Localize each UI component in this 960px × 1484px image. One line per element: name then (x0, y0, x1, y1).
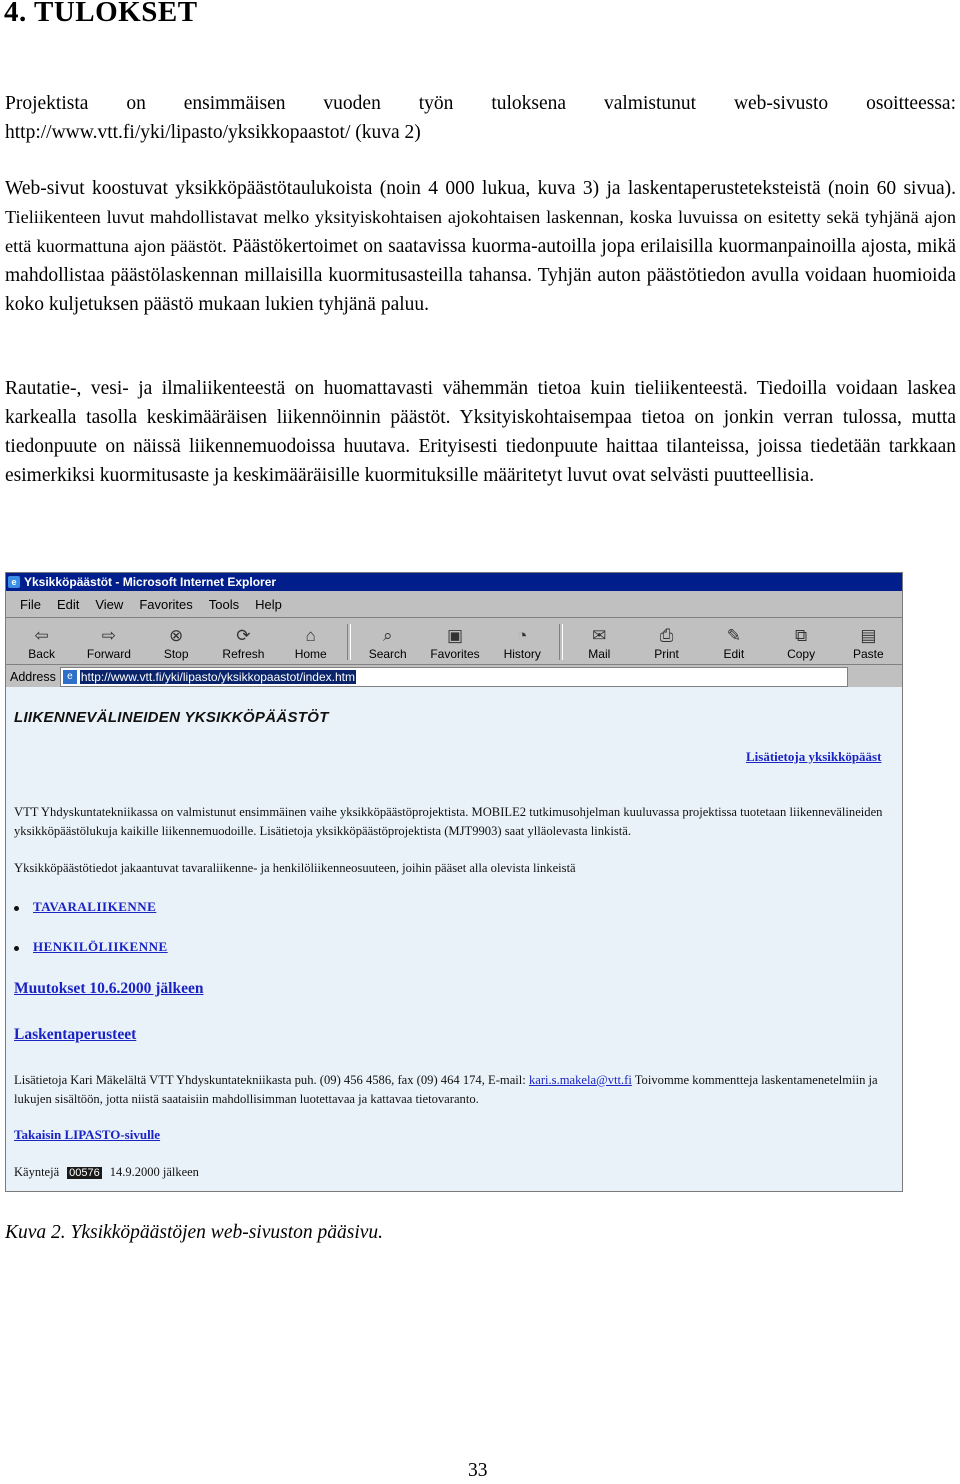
list-item (14, 939, 168, 955)
visits-count: 00576 (69, 1166, 100, 1179)
stop-label: Stop (163, 647, 189, 661)
stop-button[interactable] (143, 620, 210, 664)
history-icon: ◔ (517, 626, 528, 645)
bullet-icon (14, 906, 19, 911)
refresh-button[interactable] (210, 620, 277, 664)
copy-label: Copy (787, 647, 816, 661)
passenger-link[interactable]: HENKILÖLIIKENNE (33, 939, 168, 954)
history-button[interactable] (489, 620, 556, 664)
back-to-lipasto-link[interactable]: Takaisin LIPASTO-sivulle (14, 1127, 161, 1142)
visits-since: 14.9.2000 jälkeen (109, 1165, 199, 1179)
section-heading: 4. TULOKSET (4, 0, 198, 28)
history-label: History (503, 647, 541, 661)
paragraph-web-pages-part3: Päästökertoimet on saatavissa kuorma-autoilla jopa erilaisilla kuormanpainoilla ajosta, mikä mahdollistaa päästölaskennan millaisilla kuormitusasteilla tahansa. (5, 236, 956, 286)
print-icon: ⎙ (659, 626, 674, 645)
back-button[interactable] (8, 620, 75, 664)
paste-label: Paste (853, 647, 884, 661)
mail-label: Mail (588, 647, 611, 661)
mail-button[interactable] (566, 620, 633, 664)
print-label: Print (654, 647, 679, 661)
changes-link[interactable]: Muutokset 10.6.2000 jälkeen (14, 980, 204, 997)
paragraph-web-pages-part1: Web-sivut koostuvat yksikköpäästötaulukoista (noin 4 000 lukua, kuva 3) ja laskentaperusteteksteistä (noin 60 sivua). (5, 178, 956, 199)
favorites-button[interactable] (421, 620, 488, 664)
browser-titlebar (6, 573, 902, 591)
menu-help[interactable]: Help (255, 596, 282, 612)
webpage-title: LIIKENNEVÄLINEIDEN YKSIKKÖPÄÄSTÖT (14, 709, 329, 726)
paragraph-web-pages (5, 174, 956, 319)
toolbar-separator (559, 624, 563, 660)
back-label: Back (28, 647, 55, 661)
menu-tools[interactable]: Tools (208, 596, 240, 612)
window-title: Yksikköpäästöt - Microsoft Internet Explorer (24, 575, 277, 589)
figure-caption: Kuva 2. Yksikköpäästöjen web-sivuston pääsivu. (5, 1222, 384, 1243)
menu-file[interactable]: File (20, 596, 41, 612)
edit-icon: ✎ (726, 626, 741, 645)
bullet-icon (14, 946, 19, 951)
page-icon: e (63, 670, 77, 684)
visit-counter (14, 1165, 199, 1180)
browser-toolbar (6, 618, 902, 665)
edit-button[interactable] (700, 620, 767, 664)
home-label: Home (294, 647, 327, 661)
contact-text-end: Toivomme kommentteja laskentamenetelmiin ja lukujen sisältöön, jotta niistä saataisiin mahdollisimman luotettavaa ja kattavaa tietovaranto. (14, 1073, 878, 1106)
forward-button[interactable] (75, 620, 142, 664)
calculation-basis-link[interactable]: Laskentaperusteet (14, 1026, 137, 1043)
visits-label: Käyntejä (14, 1165, 60, 1179)
webpage-split-text: Yksikköpäästötiedot jakaantuvat tavaraliikenne- ja henkilöliikenneosuuteen, joihin pääset alla olevista linkeistä (14, 861, 576, 875)
search-label: Search (368, 647, 407, 661)
copy-icon: ⧉ (795, 626, 808, 645)
more-info-link[interactable]: Lisätietoja yksikköpääst (746, 749, 882, 764)
paste-icon: ▤ (860, 626, 877, 645)
refresh-icon: ⟳ (236, 626, 251, 645)
contact-text: Lisätietoja Kari Mäkelältä VTT Yhdyskuntatekniikasta puh. (09) 456 4586, fax (09) 464 174, E-mail: (14, 1073, 529, 1087)
home-icon: ⌂ (305, 626, 316, 645)
back-arrow-icon: ⇦ (34, 626, 49, 645)
page-number: 33 (468, 1460, 488, 1481)
refresh-label: Refresh (222, 647, 265, 661)
paragraph-web-pages-part4: Tyhjän auton päästötiedon avulla voidaan huomioida koko kuljetuksen päästö mukaan lukien tyhjänä paluu. (5, 265, 957, 315)
paragraph-web-pages-part2: Tieliikenteen luvut mahdollistavat melko yksityiskohtaisen ajokohtaisen laskennan, koska luvuissa on esitetty sekä tyhjänä ajon että kuormattuna ajon päästöt. (5, 207, 956, 256)
favorites-icon: ▣ (446, 626, 464, 645)
forward-arrow-icon: ⇨ (101, 626, 117, 645)
address-url: http://www.vtt.fi/yki/lipasto/yksikkopaastot/index.htm (80, 670, 355, 684)
mail-icon: ✉ (592, 626, 607, 645)
search-icon: ⌕ (382, 626, 393, 645)
address-label: Address (10, 670, 56, 684)
list-item (14, 899, 156, 915)
webpage-contact (14, 1071, 894, 1109)
stop-icon: ⊗ (169, 626, 184, 645)
search-button[interactable] (354, 620, 421, 664)
home-button[interactable] (277, 620, 344, 664)
freight-link[interactable]: TAVARALIIKENNE (33, 899, 157, 914)
contact-email-link[interactable]: kari.s.makela@vtt.fi (528, 1073, 632, 1087)
copy-button[interactable] (767, 620, 834, 664)
toolbar-separator (347, 624, 351, 660)
menu-favorites[interactable]: Favorites (139, 596, 193, 612)
paragraph-website: Projektista on ensimmäisen vuoden työn tuloksena valmistunut web-sivusto osoitteessa: http://www.vtt.fi/yki/lipasto/yksikkopaastot/ (kuva 2) (5, 93, 956, 143)
paste-button[interactable] (835, 620, 902, 664)
print-button[interactable] (633, 620, 700, 664)
browser-screenshot (5, 572, 903, 1192)
forward-label: Forward (86, 647, 131, 661)
webpage-intro: VTT Yhdyskuntatekniikassa on valmistunut ensimmäinen vaihe yksikköpäästöprojektista. MOBILE2 tutkimusohjelman kuuluvassa projektissa tuotetaan liikennevälineiden yksikköpäästölukuja kaikille liikennemuodoille. Lisätietoja yksikköpäästöprojektista (MJT9903) saat ylläolevasta linkistä. (14, 805, 883, 838)
edit-label: Edit (723, 647, 745, 661)
menu-view[interactable]: View (95, 596, 124, 612)
address-input[interactable] (60, 667, 848, 687)
favorites-label: Favorites (430, 647, 480, 661)
menu-edit[interactable]: Edit (56, 596, 80, 612)
paragraph-other-modes: Rautatie-, vesi- ja ilmaliikenteestä on huomattavasti vähemmän tietoa kuin tieliikenteestä. Tiedoilla voidaan laskea karkealla tasolla keskimääräisen liikennöinnin päästöt. Yksityiskohtaisempaa tietoa on jonkin verran tulossa, mutta tiedonpuute on näissä liikennemuodoissa huutava. Erityisesti tiedonpuute haittaa tilanteissa, joissa tiedetään tarkkaan esimerkiksi kuormitusaste ja keskimääräisille kuormituksille määritetyt luvut ovat selvästi puutteellisia. (5, 378, 956, 486)
browser-menubar (6, 591, 902, 618)
ie-logo-icon: e (8, 576, 20, 588)
webpage-content (6, 687, 902, 1192)
